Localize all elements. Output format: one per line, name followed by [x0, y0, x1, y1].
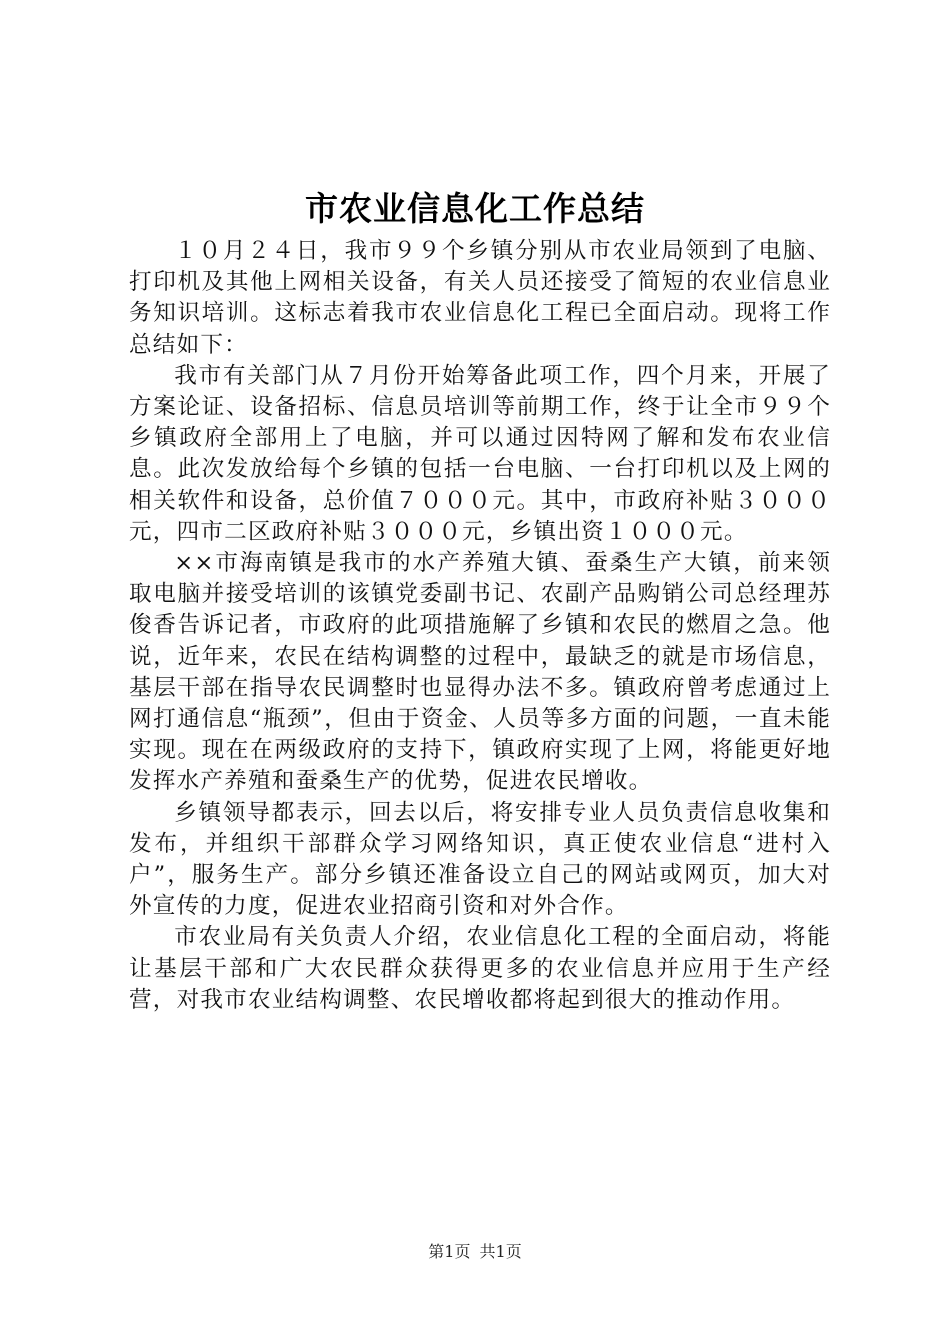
page-title: 市农业信息化工作总结	[305, 189, 645, 228]
paragraph-1: １０月２４日，我市９９个乡镇分别从市农业局领到了电脑、打印机及其他上网相关设备，有关人员还接受了简短的农业信息业务知识培训。这标志着我市农业信息化工程已全面启动。现将工作总结如下：	[129, 238, 831, 358]
page-total: 共1页	[479, 1242, 522, 1261]
paragraph-3: ××市海南镇是我市的水产养殖大镇、蚕桑生产大镇，前来领取电脑并接受培训的该镇党委副书记、农副产品购销公司总经理苏俊香告诉记者，市政府的此项措施解了乡镇和农民的燃眉之急。他说，近年来，农民在结构调整的过程中，最缺乏的就是市场信息，基层干部在指导农民调整时也显得办法不多。镇政府曾考虑通过上网打通信息“瓶颈”，但由于资金、人员等多方面的问题，一直未能实现。现在在两级政府的支持下，镇政府实现了上网，将能更好地发挥水产养殖和蚕桑生产的优势，促进农民增收。	[129, 550, 831, 795]
page-footer	[0, 1242, 950, 1262]
paragraph-2: 我市有关部门从７月份开始筹备此项工作，四个月来，开展了方案论证、设备招标、信息员培训等前期工作，终于让全市９９个乡镇政府全部用上了电脑，并可以通过因特网了解和发布农业信息。此次发放给每个乡镇的包括一台电脑、一台打印机以及上网的相关软件和设备，总价值７０００元。其中，市政府补贴３０００元，四市二区政府补贴３０００元，乡镇出资１０００元。	[129, 362, 831, 545]
document-body	[129, 236, 831, 1016]
paragraph-5: 市农业局有关负责人介绍，农业信息化工程的全面启动，将能让基层干部和广大农民群众获得更多的农业信息并应用于生产经营，对我市农业结构调整、农民增收都将起到很大的推动作用。	[129, 924, 831, 1013]
paragraph-4: 乡镇领导都表示，回去以后，将安排专业人员负责信息收集和发布，并组织干部群众学习网络知识，真正使农业信息“进村入户”，服务生产。部分乡镇还准备设立自己的网站或网页，加大对外宣传的力度，促进农业招商引资和对外合作。	[129, 799, 831, 920]
page-number: 第1页	[428, 1242, 471, 1261]
